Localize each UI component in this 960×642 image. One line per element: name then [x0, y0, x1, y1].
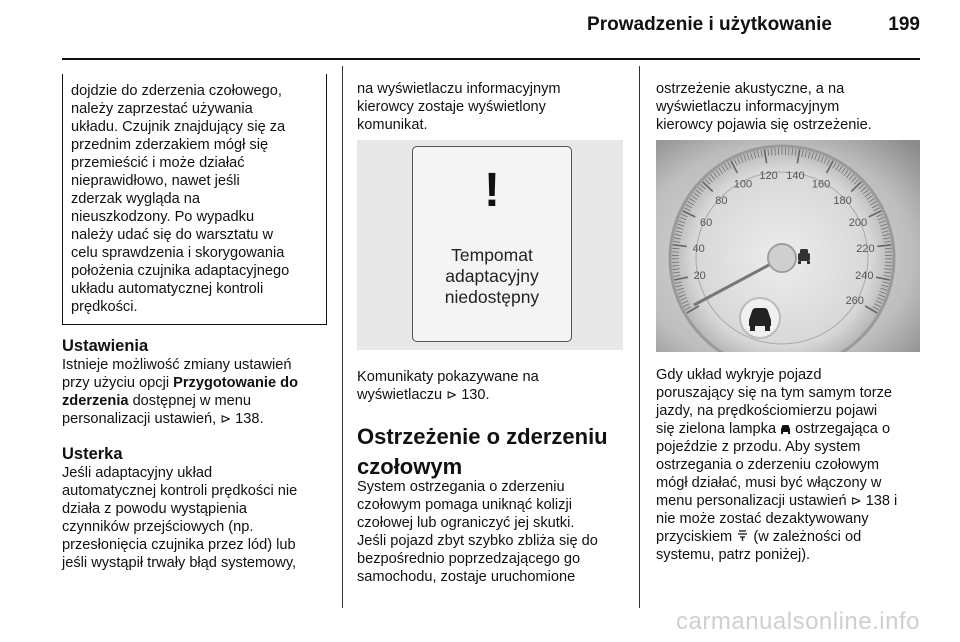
notice-line: przednim zderzakiem mógł się — [71, 137, 269, 153]
fault-text: działa z powodu wystąpienia — [62, 501, 247, 517]
fault-text: przesłonięcia czujnika przez lód) lub — [62, 537, 296, 553]
warning-exclamation-icon: ! — [484, 164, 500, 217]
notice-line: należy udać się do warsztatu w — [71, 227, 273, 243]
speedometer-tick-label: 120 — [759, 170, 778, 183]
fault-section — [62, 444, 334, 572]
body-text: mógł działać, musi być włączony w — [656, 475, 882, 491]
settings-text: zderzenia dostępnej w menu — [62, 393, 252, 409]
notice-line: dojdzie do zderzenia czołowego, — [71, 83, 282, 99]
messages-ref — [357, 368, 633, 404]
body-text: Komunikaty pokazywane na — [357, 369, 539, 385]
speedometer-tick-label: 160 — [811, 178, 831, 191]
notice-line: zderzak wygląda na — [71, 191, 200, 207]
settings-section — [62, 336, 332, 428]
body-text: na wyświetlaczu informacyjnym — [357, 81, 561, 97]
settings-text: Istnieje możliwość zmiany ustawień — [62, 357, 292, 373]
body-text: czołowej lub ograniczyć jej skutki. — [357, 515, 575, 531]
body-text: wyświetlaczu ⊳ 130. — [357, 387, 490, 403]
section-heading-line: czołowym — [357, 454, 463, 479]
speedometer-tick-label: 200 — [848, 216, 868, 229]
settings-text: przy użyciu opcji Przygotowanie do — [62, 375, 298, 391]
body-text: wyświetlaczu informacyjnym — [656, 99, 840, 115]
notice-line: przemieścić i może działać — [71, 155, 245, 171]
fault-text: automatycznej kontroli prędkości nie — [62, 483, 298, 499]
speedometer-illustration — [656, 140, 920, 352]
settings-text: personalizacji ustawień, ⊳ 138. — [62, 411, 264, 427]
speedometer-tick-label: 260 — [845, 295, 864, 307]
notice-box — [62, 74, 327, 325]
body-text: systemu, patrz poniżej). — [656, 547, 811, 563]
vehicle-ahead-icon — [780, 421, 791, 431]
body-text: Jeśli pojazd zbyt szybko zbliża się do — [357, 533, 598, 549]
fault-heading: Usterka — [62, 445, 123, 463]
body-text: samochodu, zostaje uruchomione — [357, 569, 576, 585]
fcw-lamp-text — [656, 366, 928, 564]
body-text: bezpośrednio poprzedzającego go — [357, 551, 581, 567]
notice-line: nieprawidłowo, nawet jeśli — [71, 173, 240, 189]
column-3-intro — [656, 80, 926, 134]
page-reference-icon: ⊳ — [446, 387, 458, 402]
speedometer-tick-label: 220 — [856, 242, 875, 255]
header-title: Prowadzenie i użytkowanie — [587, 14, 832, 35]
info-display-illustration — [357, 140, 623, 350]
menu-option-name: zderzenia — [62, 393, 129, 409]
speedometer-tick-label: 100 — [733, 178, 753, 191]
section-heading — [357, 422, 637, 482]
needle-hub — [768, 244, 796, 272]
section-heading-line: Ostrzeżenie o zderzeniu — [357, 424, 608, 449]
notice-line: układu. Czujnik znajdujący się za — [71, 119, 286, 135]
display-message: Tempomat adaptacyjny niedostępny — [444, 245, 540, 307]
fault-text: czynników przejściowych (np. — [62, 519, 254, 535]
page-reference-icon: ⊳ — [220, 411, 232, 426]
body-text: menu personalizacji ustawień ⊳ 138 i — [656, 493, 898, 509]
column-2-intro — [357, 80, 633, 134]
page-number: 199 — [888, 14, 920, 35]
watermark: carmanualsonline.info — [676, 608, 920, 635]
speedometer-tick-label: 80 — [715, 194, 728, 207]
notice-line: prędkości. — [71, 299, 138, 315]
speedometer-tick-label: 180 — [833, 194, 852, 207]
speedometer-tick-label: 140 — [786, 170, 805, 183]
body-text: ostrzeżenie akustyczne, a na — [656, 81, 845, 97]
body-text: ostrzegania o zderzeniu czołowym — [656, 457, 880, 473]
fault-text: jeśli wystąpił trwały błąd systemowy, — [62, 555, 297, 571]
body-text: komunikat. — [357, 117, 428, 133]
body-text: poruszający się na tym samym torze — [656, 385, 893, 401]
notice-line: nieuszkodzony. Po wypadku — [71, 209, 255, 225]
page-reference[interactable]: 138 i — [865, 493, 898, 509]
body-text: się zielona lampka ostrzegająca o — [656, 421, 891, 437]
menu-option-name: Przygotowanie do — [173, 375, 298, 391]
notice-line: celu sprawdzenia i skorygowania — [71, 245, 285, 261]
column-divider — [639, 66, 640, 608]
driver-info-display — [412, 146, 572, 342]
notice-line: położenia czujnika adaptacyjnego — [71, 263, 290, 279]
body-text: jazdy, na prędkościomierzu pojawi — [656, 403, 878, 419]
page-reference[interactable]: 138. — [235, 411, 264, 427]
notice-line: układu automatycznej kontroli — [71, 281, 264, 297]
column-divider — [342, 66, 343, 608]
settings-heading: Ustawienia — [62, 337, 149, 355]
body-text: przyciskiem (w zależności od — [656, 529, 862, 545]
body-text: System ostrzegania o zderzeniu — [357, 479, 565, 495]
fcw-body — [357, 478, 637, 586]
page-reference[interactable]: 130. — [461, 387, 490, 403]
speedometer-tick-label: 60 — [699, 216, 713, 229]
speedometer-tick-label: 40 — [692, 242, 705, 255]
body-text: kierowcy pojawia się ostrzeżenie. — [656, 117, 872, 133]
distance-setting-button-icon — [736, 529, 749, 541]
body-text: pojeździe z przodu. Aby system — [656, 439, 861, 455]
speedometer-tick-label: 240 — [855, 269, 874, 282]
speedometer-svg — [656, 140, 920, 352]
page-reference-icon: ⊳ — [850, 493, 862, 508]
body-text: nie może zostać dezaktywowany — [656, 511, 869, 527]
vehicle-ahead-large-icon — [740, 298, 780, 338]
fault-text: Jeśli adaptacyjny układ — [62, 465, 213, 481]
header-rule — [62, 58, 920, 60]
body-text: czołowym pomaga uniknąć kolizji — [357, 497, 572, 513]
speedometer-tick-label: 20 — [693, 269, 706, 282]
body-text: Gdy układ wykryje pojazd — [656, 367, 822, 383]
body-text: kierowcy zostaje wyświetlony — [357, 99, 546, 115]
notice-line: należy zaprzestać używania — [71, 101, 253, 117]
